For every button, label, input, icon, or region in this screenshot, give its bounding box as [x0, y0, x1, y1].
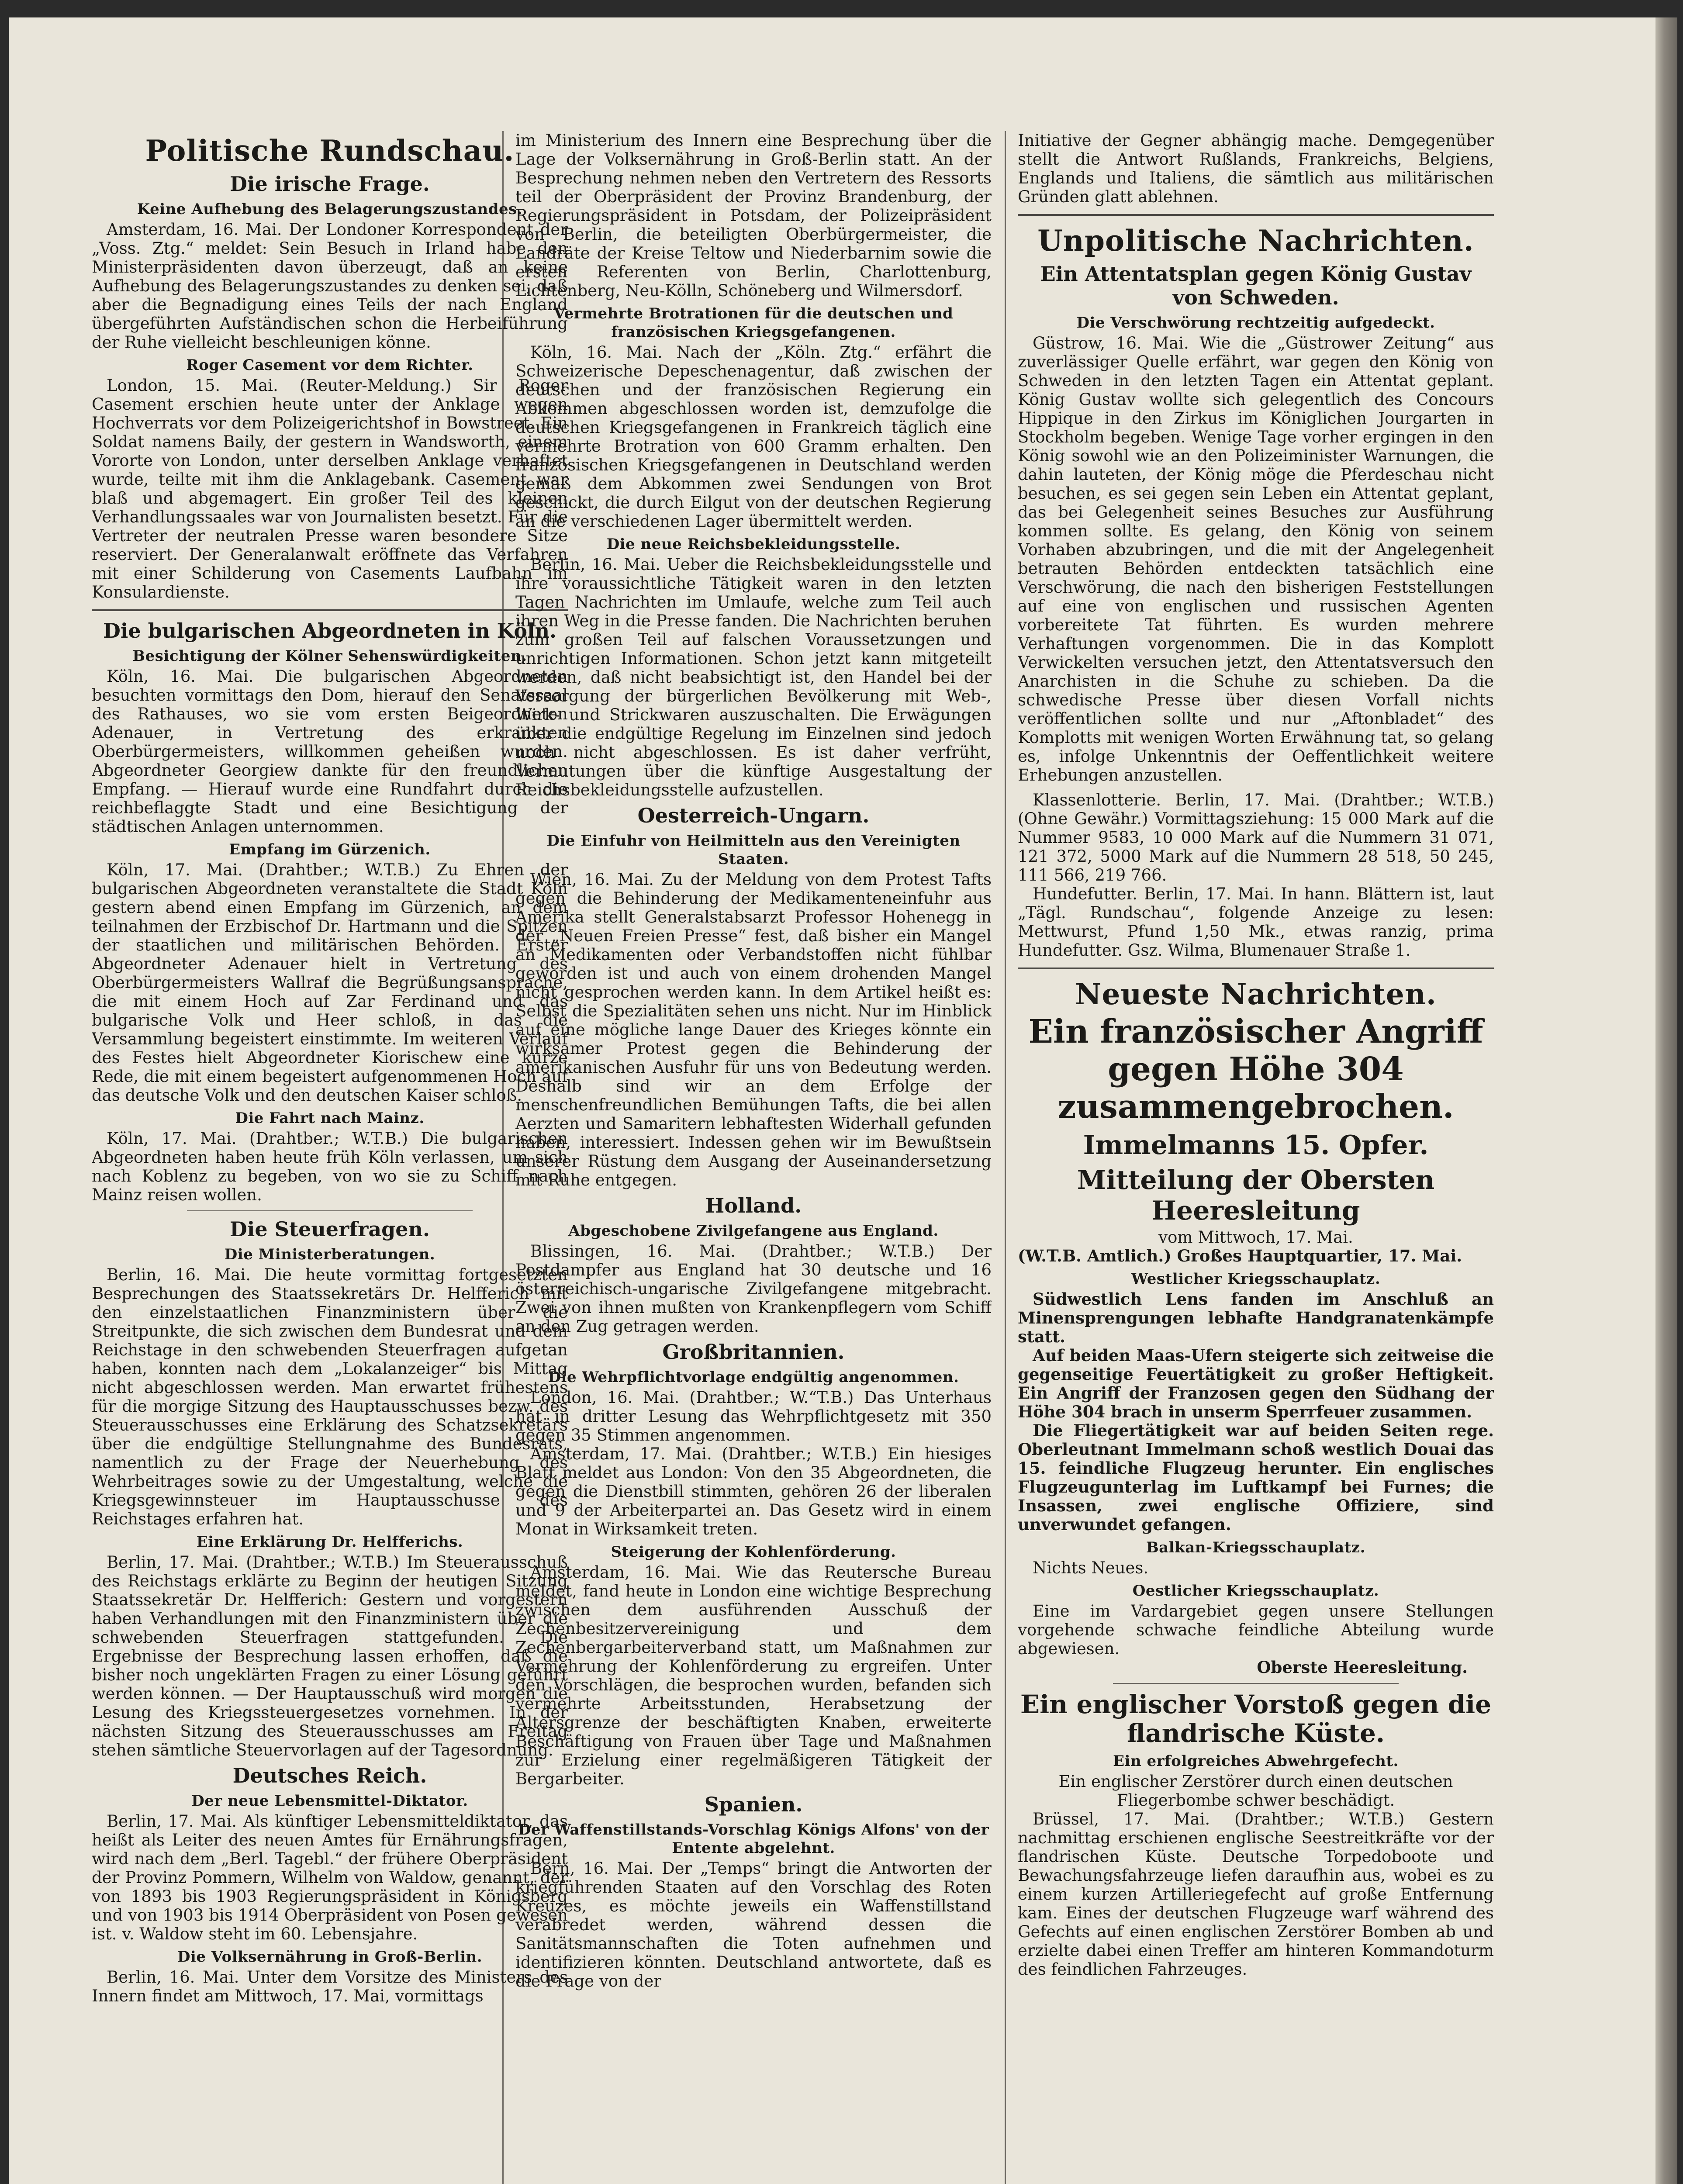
article-subheadline: Vermehrte Brotrationen für die deutschen und französischen Kriegsgefangenen. — [553, 305, 954, 341]
divider — [187, 1210, 473, 1211]
divider — [1113, 1683, 1399, 1684]
article-subheadline: Keine Aufhebung des Belagerungszustandes. — [137, 200, 523, 218]
article-subheadline: Die Einfuhr von Heilmitteln aus den Vereinigten Staaten. — [546, 832, 961, 868]
article-subheadline: Die Wehrpflichtvorlage endgültig angenommen. — [548, 1368, 959, 1386]
article-paragraph: Eine im Vardargebiet gegen unsere Stellungen vorgehende schwache feindliche Abteilung wurde abgewiesen. — [1018, 1602, 1494, 1658]
article-subheadline: Die Verschwörung rechtzeitig aufgedeckt. — [1076, 314, 1435, 332]
article-paragraph: Berlin, 16. Mai. Die heute vormittag fortgesetzten Besprechungen des Staatssekretärs Dr. Helfferich mit den einzelstaatlichen Finanzministern über die Streitpunkte, die sich zwischen dem Bundesrat und dem Reichstage in den schwebenden Steuerfragen aufgetan haben, konnten nach dem „Lokalanzeiger“ bis Mittag nicht abgeschlossen werden. Man erwartet frühestens für die morgige Sitzung des Hauptausschusses bezw. des Steuerausschusses eine Erklärung des Schatzsekretärs über die endgültige Stellungnahme des Bundesrats, namentlich zu der Frage der Neuerhebung des Wehrbeitrages sowie zu der Umgestaltung, welche die Kriegsgewinnsteuer im Hauptausschusse des Reichstages erfahren hat. — [92, 1265, 568, 1528]
article-headline: Deutsches Reich. — [232, 1764, 427, 1787]
article-paragraph: Amsterdam, 17. Mai. (Drahtber.; W.T.B.) Ein hiesiges Blatt meldet aus London: Von den 35 Abgeordneten, die gegen die Dienstbill stimmten, gehören 26 der liberalen und 9 der Arbeiterpartei an. Das Gesetz wird in einem Monat in Wirksamkeit treten. — [515, 1444, 992, 1538]
article-paragraph: London, 16. Mai. (Drahtber.; W.“T.B.) Das Unterhaus hat in dritter Lesung das Wehrpflichtgesetz mit 350 gegen 35 Stimmen angenommen. — [515, 1388, 992, 1444]
article-subheadline: Empfang im Gürzenich. — [229, 841, 431, 858]
article-subheadline: Roger Casement vor dem Richter. — [186, 356, 473, 374]
article-headline: Spanien. — [704, 1793, 803, 1816]
article-subheadline: Ein englischer Zerstörer durch einen deutschen Fliegerbombe schwer beschädigt. — [1058, 1772, 1453, 1810]
article-paragraph: Berlin, 16. Mai. Ueber die Reichsbekleidungsstelle und ihre voraussichtliche Tätigkeit waren in den letzten Tagen Nachrichten im Umlaufe, welche zum Teil auch ihren Weg in die Presse fanden. Die Nachrichten beruhen zum großen Teil auf falschen Voraussetzungen und unrichtigen Informationen. Schon jetzt kann mitgeteilt werden, daß nicht beabsichtigt ist, den Handel bei der Versorgung der bürgerlichen Bevölkerung mit Web-, Wirk- und Strickwaren auszuschalten. Die Erwägungen über die endgültige Regelung im Einzelnen sind jedoch noch nicht abgeschlossen. Es ist daher verfrüht, Vermutungen über die künftige Ausgestaltung der Reichsbekleidungsstelle aufzustellen. — [515, 555, 992, 799]
article-subheadline: Ein erfolgreiches Abwehrgefecht. — [1113, 1752, 1399, 1770]
article-paragraph: Südwestlich Lens fanden im Anschluß an Minensprengungen lebhafte Handgranatenkämpfe statt. — [1018, 1289, 1494, 1346]
article-paragraph: Güstrow, 16. Mai. Wie die „Güstrower Zeitung“ aus zuverlässiger Quelle erfährt, war gegen den König von Schweden in den letzten Tagen ein Attentat geplant. König Gustav wollte sich gelegentlich des Concours Hippique in den Zirkus im Königlichen Jourgarten in Stockholm begeben. Wenige Tage vorher ergingen in den König sowohl wie an den Polizeiminister Warnungen, die dahin lauteten, der König möge die Pferdeschau nicht besuchen, es sei gegen sein Leben ein Attentat geplant, das bei Gelegenheit seines Besuches zur Ausführung kommen sollte. Es gelang, den König von seinem Vorhaben abzubringen, und die mit der Angelegenheit betrauten Behörden entdeckten tatsächlich eine Verschwörung, die nach den bisherigen Feststellungen auf eine von englischen und russischen Agenten vorbereitete Tat führten. Es wurden mehrere Verhaftungen vorgenommen. Die in das Komplott Verwickelten versuchen jetzt, den Attentatsversuch den Anarchisten in die Schuhe zu schieben. Da die schwedische Presse über diesen Vorfall nichts veröffentlichen sollte und nur „Aftonbladet“ des Komplotts mit wenigen Worten Erwähnung tat, so gelang es, infolge Unkenntnis der Oeffentlichkeit weitere Erhebungen anzustellen. — [1018, 334, 1494, 784]
section-title-politische-rundschau: Politische Rundschau. — [145, 134, 515, 168]
article-paragraph: Initiative der Gegner abhängig mache. Demgegenüber stellt die Antwort Rußlands, Frankreichs, Belgiens, Englands und Italiens, die sämtlich aus militärischen Gründen glatt ablehnen. — [1018, 131, 1494, 206]
article-headline: Immelmanns 15. Opfer. — [1083, 1130, 1429, 1161]
article-headline: Die irische Frage. — [230, 172, 430, 196]
article-paragraph: Bern, 16. Mai. Der „Temps“ bringt die Antworten der kriegführenden Staaten auf den Vorschlag des Roten Kreuzes, es möchte jeweils ein Waffenstillstand verabredet werden, während dessen die Sanitätsmannschaften die Toten aufnehmen und identifizieren könnten. Deutschland antwortete, daß es die Frage von der — [515, 1859, 992, 1990]
article-paragraph: Auf beiden Maas-Ufern steigerte sich zeitweise die gegenseitige Feuertätigkeit zu großer Heftigkeit. Ein Angriff der Franzosen gegen den Südhang der Höhe 304 brach in unserm Sperrfeuer zusammen. — [1018, 1346, 1494, 1421]
article-paragraph: Wien, 16. Mai. Zu der Meldung von dem Protest Tafts gegen die Behinderung der Medikamenteneinfuhr aus Amerika stellt Generalstabsarzt Professor Hohenegg in der „Neuen Freien Presse“ fest, daß bisher ein Mangel an Medikamenten oder Verbandstoffen nicht fühlbar geworden ist und auch von einem drohenden Mangel nicht gesprochen werden kann. In dem Artikel heißt es: Selbst die Spezialitäten sehen uns nicht. Nur im Hinblick auf eine mögliche lange Dauer des Krieges könnte ein wirksamer Protest gegen die Behinderung der amerikanischen Ausfuhr für uns von Bedeutung werden. Deshalb sind wir an dem Erfolge der menschenfreundlichen Bemühungen Tafts, die bei allen Aerzten und Samaritern lebhaftesten Widerhall gefunden haben, interessiert. Indessen gehen wir im Bewußtsein unserer Rüstung dem Ausgang der Auseinandersetzung mit Ruhe entgegen. — [515, 870, 992, 1189]
article-subheadline: Die neue Reichsbekleidungsstelle. — [606, 536, 901, 553]
article-headline: Holland. — [705, 1194, 802, 1217]
report-dateline: (W.T.B. Amtlich.) Großes Hauptquartier, 17. Mai. — [1018, 1246, 1462, 1265]
article-subheadline: Steigerung der Kohlenförderung. — [611, 1543, 896, 1561]
article-subheadline: Abgeschobene Zivilgefangene aus England. — [568, 1222, 939, 1240]
column-rule-2 — [1005, 131, 1006, 2184]
article-paragraph: Amsterdam, 16. Mai. Der Londoner Korrespondent der „Voss. Ztg.“ meldet: Sein Besuch in Irland habe den Ministerpräsidenten davon überzeugt, daß an keine Aufhebung des Belagerungszustandes zu denken sei, daß aber die Begnadigung eines Teils der nach England übergeführten Aufständischen schon die Herbeiführung der Ruhe vielleicht beschleunigen könne. — [92, 220, 568, 352]
article-paragraph: Köln, 16. Mai. Nach der „Köln. Ztg.“ erfährt die Schweizerische Depeschenagentur, daß zwischen der deutschen und der französischen Regierung ein Abkommen abgeschlossen worden ist, demzufolge die deutschen Kriegsgefangenen in Frankreich täglich eine vermehrte Brotration von 600 Gramm erhalten. Den französischen Kriegsgefangenen in Deutschland werden gemäß dem Abkommen zwei Sendungen von Brot geschickt, die durch Eilgut von der deutschen Regierung an die verschiedenen Lager übermittelt werden. — [515, 343, 992, 531]
column-1 — [92, 131, 568, 2184]
article-paragraph: Köln, 17. Mai. (Drahtber.; W.T.B.) Zu Ehren der bulgarischen Abgeordneten veranstaltete die Stadt Köln gestern abend einen Empfang im Gürzenich, an dem teilnahmen der Erzbischof Dr. Hartmann und die Spitzen der staatlichen und militärischen Behörden. Erster Abgeordneter Adenauer hielt in Vertretung des Oberbürgermeisters Wallraf die Begrüßungsansprache, die mit einem Hoch auf Zar Ferdinand und das bulgarische Volk und Heer schloß, in das die Versammlung begeistert einstimmte. Im weiteren Verlauf des Festes hielt Abgeordneter Kiorischew eine kurze Rede, die mit einem begeistert aufgenommenen Hoch auf das deutsche Volk und den deutschen Kaiser schloß. — [92, 860, 568, 1105]
article-subheadline: Die Fahrt nach Mainz. — [235, 1109, 425, 1127]
article-subheadline: Die Volksernährung in Groß-Berlin. — [177, 1948, 483, 1966]
section-title-unpolitische-nachrichten: Unpolitische Nachrichten. — [1037, 224, 1474, 258]
article-headline: Ein englischer Vorstoß gegen die flandrische Küste. — [1020, 1690, 1492, 1748]
article-paragraph: Klassenlotterie. Berlin, 17. Mai. (Drahtber.; W.T.B.) (Ohne Gewähr.) Vormittagsziehung: 15 000 Mark auf die Nummer 9583, 10 000 Mark auf die Nummern 31 071, 121 372, 5000 Mark auf die Nummern 28 518, 50 245, 111 566, 219 766. — [1018, 791, 1494, 885]
article-paragraph: Nichts Neues. — [1033, 1559, 1149, 1577]
article-headline: Großbritannien. — [662, 1340, 845, 1364]
article-subheadline: Eine Erklärung Dr. Helfferichs. — [196, 1533, 463, 1551]
article-headline: Die bulgarischen Abgeordneten in Köln. — [103, 619, 557, 643]
article-subheadline: Der Waffenstillstands-Vorschlag Königs Alfons' von der Entente abgelehnt. — [518, 1821, 989, 1857]
article-paragraph: Köln, 16. Mai. Die bulgarischen Abgeordneten besuchten vormittags den Dom, hierauf den Senatssaal des Rathauses, wo sie vom ersten Beigeordneten Adenauer, in Vertretung des erkrankten Oberbürgermeisters, willkommen geheißen wurden. Abgeordneter Georgiew dankte für den freundlichen Empfang. — Hierauf wurde eine Rundfahrt durch die reichbeflaggte Stadt und eine Besichtigung der städtischen Anlagen unternommen. — [92, 667, 568, 836]
article-headline: Mitteilung der Obersten Heeresleitung — [1077, 1165, 1435, 1226]
front-heading: Oestlicher Kriegsschauplatz. — [1132, 1582, 1379, 1600]
article-paragraph: Köln, 17. Mai. (Drahtber.; W.T.B.) Die bulgarischen Abgeordneten haben heute früh Köln verlassen, um sich nach Koblenz zu begeben, von wo sie zu Schiff nach Mainz reisen wollen. — [92, 1129, 568, 1204]
article-paragraph: im Ministerium des Innern eine Besprechung über die Lage der Volksernährung in Groß-Berlin statt. An der Besprechung nehmen neben den Vertretern des Ressorts teil der Oberpräsident der Provinz Brandenburg, der Regierungspräsident in Potsdam, der Polizeipräsident von Berlin, die beteiligten Oberbürgermeister, die Landräte der Kreise Teltow und Niederbarnim sowie die ersten Referenten von Berlin, Charlottenburg, Lichtenberg, Neu-Kölln, Schöneberg und Wilmersdorf. — [515, 131, 992, 300]
front-heading: Westlicher Kriegsschauplatz. — [1131, 1270, 1381, 1288]
article-subheadline: Besichtigung der Kölner Sehenswürdigkeiten. — [132, 647, 527, 665]
divider — [1018, 214, 1494, 216]
article-headline: Oesterreich-Ungarn. — [637, 804, 870, 827]
article-subheadline: Der neue Lebensmittel-Diktator. — [191, 1792, 468, 1810]
article-paragraph: Blissingen, 16. Mai. (Drahtber.; W.T.B.) Der Postdampfer aus England hat 30 deutsche und 16 österreichisch-ungarische Zivilgefangene mitgebracht. Zwei von ihnen mußten von Krankenpflegern vom Schiff an den Zug getragen werden. — [515, 1242, 992, 1336]
article-paragraph: Berlin, 16. Mai. Unter dem Vorsitze des Ministers des Innern findet am Mittwoch, 17. Mai, vormittags — [92, 1968, 568, 2005]
article-headline: Die Steuerfragen. — [229, 1217, 430, 1241]
article-paragraph: Berlin, 17. Mai. Als künftiger Lebensmitteldiktator, das heißt als Leiter des neuen Amtes für Ernährungsfragen, wird nach dem „Berl. Tagebl.“ der frühere Oberpräsident der Provinz Pommern, Wilhelm von Waldow, genannt, der von 1893 bis 1903 Regierungspräsident in Königsberg und von 1903 bis 1914 Oberpräsident von Posen gewesen ist. v. Waldow steht im 60. Lebensjahre. — [92, 1812, 568, 1943]
main-headline: Ein französischer Angriff gegen Höhe 304 zusammengebrochen. — [1028, 1013, 1483, 1126]
article-paragraph: London, 15. Mai. (Reuter-Meldung.) Sir Roger Casement erschien heute unter der Anklage wegen Hochverrats vor dem Polizeigerichtshof in Bowstreet. Ein Soldat namens Baily, der gestern in Wandsworth, einem Vororte von London, unter derselben Anklage verhaftet wurde, teilte mit ihm die Anklagebank. Casement war blaß und abgemagert. Ein großer Teil des kleinen Verhandlungssaales war von Journalisten besetzt. Für die Vertreter der neutralen Presse waren besondere Sitze reserviert. Der Generalanwalt eröffnete das Verfahren mit einer Schilderung von Casements Laufbahn im Konsulardienste. — [92, 376, 568, 601]
article-paragraph: Berlin, 17. Mai. (Drahtber.; W.T.B.) Im Steuerausschuß des Reichstags erklärte zu Beginn der heutigen Sitzung Staatssekretär Dr. Helfferich: Gestern und vorgestern haben Verhandlungen mit den Finanzministern über die schwebenden Steuerfragen stattgefunden. Die Ergebnisse der Besprechung lassen erhoffen, daß die bisher noch ungeklärten Fragen zu einer Lösung geführt werden können. — Der Hauptausschuß wird morgen die Lesung des Kriegssteuergesetzes vornehmen. In der nächsten Sitzung des Steuerausschusses am Freitag stehen sämtliche Steuervorlagen auf der Tagesordnung. — [92, 1553, 568, 1759]
signature: Oberste Heeresleitung. — [1257, 1658, 1468, 1677]
column-2 — [515, 131, 992, 2184]
section-title-neueste-nachrichten: Neueste Nachrichten. — [1075, 977, 1437, 1011]
bleed-through-heading — [1018, 83, 1494, 131]
page-edge — [1655, 17, 1677, 2184]
divider — [92, 609, 568, 611]
front-heading: Balkan-Kriegsschauplatz. — [1146, 1539, 1365, 1556]
divider — [1018, 968, 1494, 969]
column-3 — [1018, 131, 1494, 2184]
article-paragraph: Brüssel, 17. Mai. (Drahtber.; W.T.B.) Gestern nachmittag erschienen englische Seestreitkräfte vor der flandrischen Küste. Deutsche Torpedoboote und Bewachungsfahrzeuge liefen daraufhin aus, wobei es zu einem kurzen Artilleriegefecht auf große Entfernung kam. Eines der deutschen Flugzeuge warf während des Gefechts auf einen englischen Zerstörer Bomben ab und erzielte dabei einen Treffer am hinteren Kommandoturm des feindlichen Fahrzeuges. — [1018, 1810, 1494, 1979]
article-headline: Ein Attentatsplan gegen König Gustav von Schweden. — [1040, 262, 1472, 309]
article-paragraph: Amsterdam, 16. Mai. Wie das Reutersche Bureau meldet, fand heute in London eine wichtige Besprechung zwischen dem ausführenden Ausschuß der Zechenbesitzervereinigung und dem Zechenbergarbeiterverband statt, um Maßnahmen zur Vermehrung der Kohlenförderung zu ergreifen. Unter den Vorschlägen, die besprochen wurden, befanden sich vermehrte Arbeitsstunden, Herabsetzung der Altersgrenze der beschäftigten Knaben, erweiterte Beschäftigung von Frauen über Tage und Maßnahmen zur Erzielung einer regelmäßigeren Tätigkeit der Bergarbeiter. — [515, 1563, 992, 1788]
article-paragraph: Die Fliegertätigkeit war auf beiden Seiten rege. Oberleutnant Immelmann schoß westlich Douai das 15. feindliche Flugzeug herunter. Ein englisches Flugzeugunterlag im Luftkampf bei Furnes; die Insassen, zwei englische Offiziere, sind unverwundet gefangen. — [1018, 1421, 1494, 1534]
article-subheadline: Die Ministerberatungen. — [224, 1246, 435, 1263]
report-date: vom Mittwoch, 17. Mai. — [1158, 1228, 1353, 1247]
article-paragraph: Hundefutter. Berlin, 17. Mai. In hann. Blättern ist, laut „Tägl. Rundschau“, folgende Anzeige zu lesen: Mettwurst, Pfund 1,50 Mk., etwas ranzig, prima Hundefutter. Gsz. Wilma, Blumenauer Straße 1. — [1018, 885, 1494, 960]
